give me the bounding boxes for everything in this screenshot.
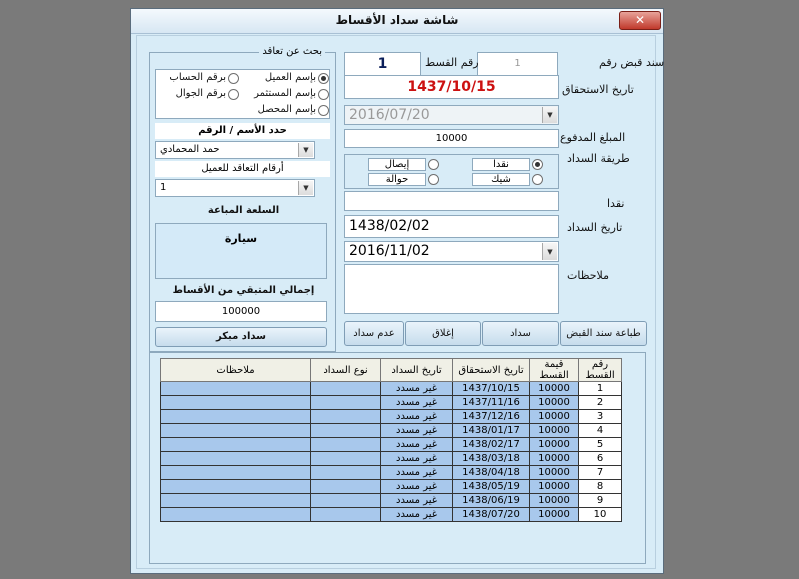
table-cell[interactable]: 1437/11/16 <box>453 396 530 410</box>
print-receipt-button[interactable]: طباعة سند القبض <box>560 321 647 346</box>
table-cell[interactable]: 4 <box>579 424 622 438</box>
search-mode-panel <box>155 69 330 119</box>
table-cell[interactable] <box>161 410 311 424</box>
table-cell[interactable] <box>161 508 311 522</box>
method-cash-dot[interactable] <box>532 159 543 170</box>
table-cell[interactable]: 10000 <box>530 424 579 438</box>
client-name-select[interactable] <box>155 141 315 159</box>
table-cell[interactable]: غير مسدد <box>381 494 453 508</box>
table-cell[interactable]: 1438/07/20 <box>453 508 530 522</box>
installment-no-field[interactable]: 1 <box>344 52 421 77</box>
cash-field[interactable] <box>344 191 559 211</box>
contract-number-select[interactable] <box>155 179 315 197</box>
notes-label: ملاحظات <box>567 269 609 282</box>
table-cell[interactable]: 10000 <box>530 466 579 480</box>
method-receipt-label: إيصال <box>368 158 426 171</box>
table-cell[interactable]: 1437/10/15 <box>453 382 530 396</box>
table-cell[interactable] <box>311 438 381 452</box>
table-cell[interactable] <box>161 480 311 494</box>
notes-field[interactable] <box>344 264 559 314</box>
early-payment-button[interactable]: سداد مبكر <box>155 327 327 347</box>
window-title: شاشة سداد الأقساط <box>335 13 459 27</box>
table-cell[interactable]: 6 <box>579 452 622 466</box>
search-contract-group <box>149 46 336 352</box>
method-cash-label: نقدا <box>472 158 530 171</box>
table-cell[interactable]: 1 <box>579 382 622 396</box>
contract-numbers-label: أرقام التعاقد للعميل <box>155 161 330 177</box>
table-cell[interactable] <box>161 466 311 480</box>
method-receipt-dot[interactable] <box>428 159 439 170</box>
radio-client-name-label: بإسم العميل <box>264 72 316 83</box>
radio-client-name-dot[interactable] <box>318 73 329 84</box>
chevron-down-icon[interactable]: ▼ <box>542 107 557 123</box>
table-cell[interactable]: 1438/03/18 <box>453 452 530 466</box>
table-header-row <box>161 359 622 382</box>
radio-mobile-number-dot[interactable] <box>228 89 239 100</box>
table-cell[interactable]: 10000 <box>530 494 579 508</box>
table-row[interactable] <box>161 396 622 410</box>
table-cell[interactable]: غير مسدد <box>381 508 453 522</box>
table-cell[interactable]: 10 <box>579 508 622 522</box>
table-cell[interactable]: غير مسدد <box>381 452 453 466</box>
table-cell[interactable]: 8 <box>579 480 622 494</box>
close-icon[interactable]: ✕ <box>619 11 661 30</box>
table-row[interactable] <box>161 480 622 494</box>
table-cell[interactable] <box>161 494 311 508</box>
installment-no-label: رقم القسط <box>425 56 479 69</box>
table-cell[interactable]: غير مسدد <box>381 382 453 396</box>
table-cell[interactable]: 1437/12/16 <box>453 410 530 424</box>
due-date-greg-value: 2016/07/20 <box>349 107 430 123</box>
radio-investor-name-label: بإسم المستثمر <box>254 88 316 99</box>
table-cell[interactable]: غير مسدد <box>381 466 453 480</box>
installments-table-body <box>161 382 622 522</box>
radio-mobile-number-label: برقم الجوال <box>175 88 226 99</box>
table-cell[interactable]: غير مسدد <box>381 438 453 452</box>
chevron-down-icon[interactable]: ▼ <box>542 243 557 260</box>
table-row[interactable] <box>161 410 622 424</box>
table-cell[interactable]: غير مسدد <box>381 410 453 424</box>
table-cell[interactable]: 1438/01/17 <box>453 424 530 438</box>
pay-date-field[interactable]: 1438/02/02 <box>344 215 559 238</box>
pay-date-greg-value: 2016/11/02 <box>349 243 430 259</box>
method-transfer-dot[interactable] <box>428 174 439 185</box>
table-row[interactable] <box>161 438 622 452</box>
table-cell[interactable]: 9 <box>579 494 622 508</box>
total-remaining-label: إجمالي المتبقي من الأقساط <box>172 285 315 296</box>
title-bar <box>131 9 663 34</box>
table-row[interactable] <box>161 508 622 522</box>
due-date-label: تاريخ الاستحقاق <box>562 83 634 96</box>
table-cell[interactable]: 1438/05/19 <box>453 480 530 494</box>
col-due-date[interactable]: تاريخ الاستحقاق <box>453 359 530 382</box>
radio-investor-name[interactable] <box>254 88 329 101</box>
method-transfer-label: حوالة <box>368 173 426 186</box>
col-pay-date[interactable]: تاريخ السداد <box>381 359 453 382</box>
table-cell[interactable]: 1438/06/19 <box>453 494 530 508</box>
table-cell[interactable]: غير مسدد <box>381 424 453 438</box>
radio-collector-name-label: بإسم المحصل <box>257 104 316 115</box>
installments-window <box>130 8 664 574</box>
table-row[interactable] <box>161 424 622 438</box>
table-cell[interactable] <box>311 466 381 480</box>
radio-client-name[interactable] <box>257 72 329 85</box>
radio-account-number[interactable] <box>161 72 239 85</box>
pay-date-label: تاريخ السداد <box>567 221 623 234</box>
table-cell[interactable] <box>311 396 381 410</box>
installments-table <box>160 358 622 522</box>
table-cell[interactable]: 10000 <box>530 396 579 410</box>
table-cell[interactable] <box>311 410 381 424</box>
window-client-area <box>136 35 665 569</box>
pay-date-greg-select[interactable] <box>344 241 559 262</box>
table-cell[interactable]: 2 <box>579 396 622 410</box>
close-button[interactable]: إغلاق <box>405 321 481 346</box>
radio-mobile-number[interactable] <box>161 88 239 101</box>
method-cheque[interactable] <box>473 173 543 186</box>
table-cell[interactable] <box>311 508 381 522</box>
receipt-number-field[interactable]: 1 <box>477 52 558 77</box>
table-cell[interactable]: 10000 <box>530 410 579 424</box>
chevron-down-icon[interactable]: ▼ <box>298 143 313 157</box>
client-name-value: حمد المحمادي <box>160 144 220 155</box>
table-row[interactable] <box>161 494 622 508</box>
paid-amount-field[interactable]: 10000 <box>344 129 559 148</box>
table-row[interactable] <box>161 382 622 396</box>
table-cell[interactable] <box>161 452 311 466</box>
method-transfer[interactable] <box>359 173 439 186</box>
table-cell[interactable] <box>161 382 311 396</box>
table-row[interactable] <box>161 452 622 466</box>
table-cell[interactable] <box>311 452 381 466</box>
table-cell[interactable]: غير مسدد <box>381 480 453 494</box>
table-cell[interactable]: 3 <box>579 410 622 424</box>
table-cell[interactable] <box>161 396 311 410</box>
method-cheque-dot[interactable] <box>532 174 543 185</box>
payment-method-label: طريقة السداد <box>567 152 630 165</box>
sold-item-label: السلعة المباعة <box>207 205 280 216</box>
table-cell[interactable] <box>161 438 311 452</box>
table-cell[interactable]: 10000 <box>530 480 579 494</box>
table-cell[interactable] <box>311 382 381 396</box>
total-remaining-field: 100000 <box>155 301 327 322</box>
radio-collector-name-dot[interactable] <box>318 105 329 116</box>
table-cell[interactable] <box>311 424 381 438</box>
col-installment-value[interactable]: قيمة القسط <box>530 359 579 382</box>
contract-number-value: 1 <box>160 182 167 193</box>
table-cell[interactable]: 10000 <box>530 438 579 452</box>
due-date-field[interactable]: 1437/10/15 <box>344 75 559 99</box>
table-cell[interactable]: 10000 <box>530 382 579 396</box>
col-installment-no[interactable]: رقم القسط <box>579 359 622 382</box>
table-cell[interactable] <box>161 424 311 438</box>
method-receipt[interactable] <box>359 158 439 171</box>
cash-label: نقدا <box>607 197 625 210</box>
method-cash[interactable] <box>473 158 543 171</box>
pay-button[interactable]: سداد <box>482 321 559 346</box>
col-pay-type[interactable]: نوع السداد <box>311 359 381 382</box>
no-payment-button[interactable]: عدم سداد <box>344 321 404 346</box>
col-notes[interactable]: ملاحظات <box>161 359 311 382</box>
method-cheque-label: شيك <box>472 173 530 186</box>
table-cell[interactable]: 10000 <box>530 452 579 466</box>
table-cell[interactable]: غير مسدد <box>381 396 453 410</box>
radio-account-number-dot[interactable] <box>228 73 239 84</box>
table-cell[interactable]: 7 <box>579 466 622 480</box>
search-group-title: بحث عن تعاقد <box>259 46 325 57</box>
table-row[interactable] <box>161 466 622 480</box>
sold-item-box: سيارة <box>155 223 327 279</box>
table-cell[interactable]: 5 <box>579 438 622 452</box>
table-cell[interactable] <box>311 494 381 508</box>
table-cell[interactable]: 1438/04/18 <box>453 466 530 480</box>
radio-collector-name[interactable] <box>257 104 329 117</box>
due-date-greg-select[interactable] <box>344 105 559 125</box>
radio-account-number-label: برقم الحساب <box>169 72 226 83</box>
paid-amount-label: المبلغ المدفوع <box>560 131 626 144</box>
payment-method-group <box>344 154 559 189</box>
table-cell[interactable] <box>311 480 381 494</box>
table-cell[interactable]: 10000 <box>530 508 579 522</box>
chevron-down-icon[interactable]: ▼ <box>298 181 313 195</box>
radio-investor-name-dot[interactable] <box>318 89 329 100</box>
table-cell[interactable]: 1438/02/17 <box>453 438 530 452</box>
receipt-label: سند قبض رقم <box>599 56 665 69</box>
name-number-label: حدد الأسم / الرقم <box>155 123 330 139</box>
